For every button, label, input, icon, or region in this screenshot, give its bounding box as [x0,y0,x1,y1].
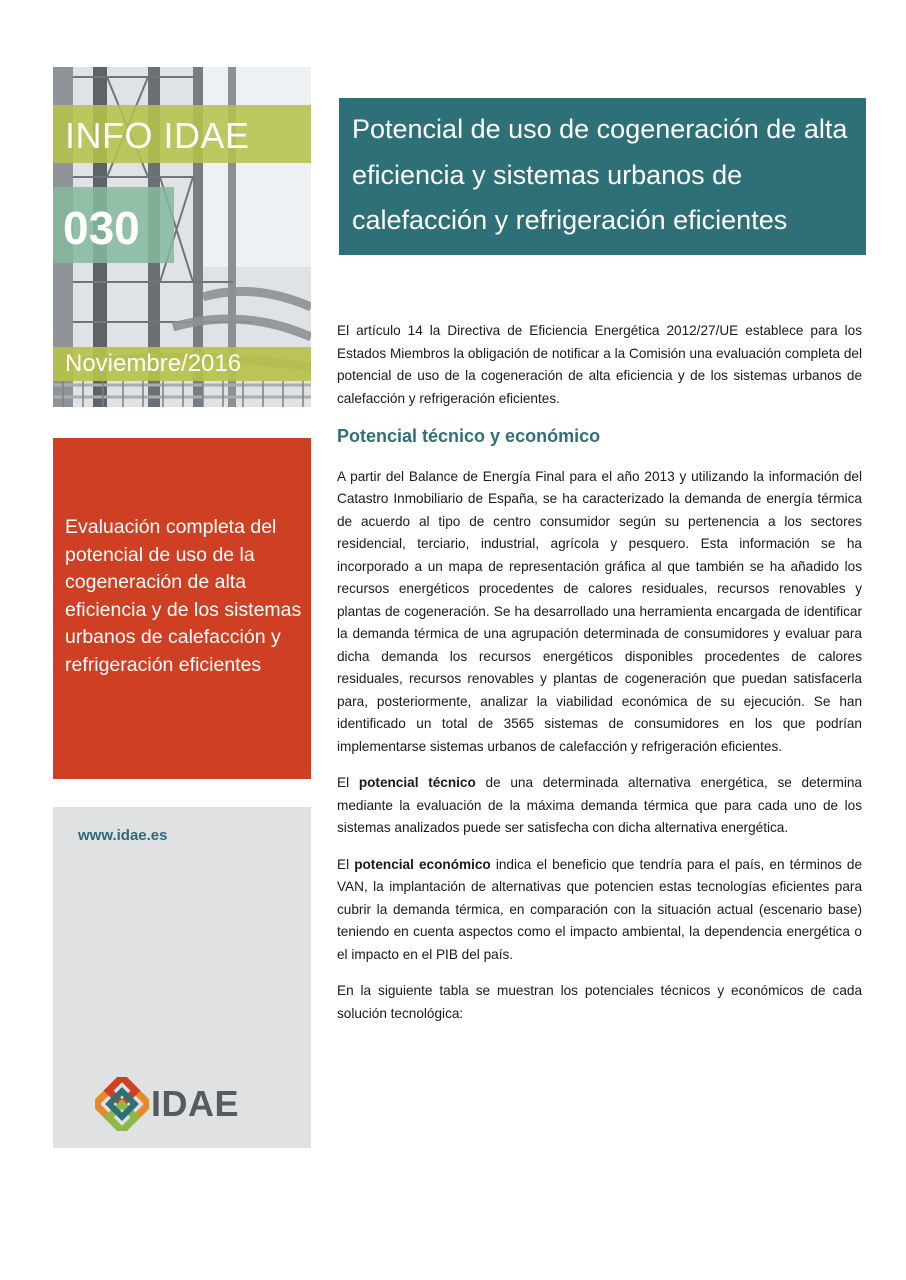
p3-prefix: El [337,856,355,872]
paragraph-3 [337,854,862,967]
p3-term: potencial económico [354,856,491,872]
page-title: Potencial de uso de cogeneración de alta eficiencia y sistemas urbanos de calefacción y refrigeración eficientes [352,114,848,235]
section-heading: Potencial técnico y económico [337,426,601,446]
info-idae-label: INFO IDAE [65,115,250,156]
paragraph-4: En la siguiente tabla se muestran los potenciales técnicos y económicos de cada solución tecnológica: [337,983,862,1021]
p3-text: indica el beneficio que tendría para el país, en términos de VAN, la implantación de alternativas que potencien estas tecnologías eficientes para cubrir la demanda térmica, en comparación con la situación actual (escenario base) teniendo en cuenta aspectos como el impacto ambiental, la dependencia energética o el impacto en el PIB del país. [337,856,863,962]
idae-logo [95,1077,265,1131]
summary-text: Evaluación completa del potencial de uso de la cogeneración de alta eficiencia y de los sistemas urbanos de calefacción y refrigeración eficientes [65,516,302,676]
title-banner [339,98,866,255]
p2-prefix: El [337,775,359,790]
date-band [53,347,311,381]
publication-date: Noviembre/2016 [65,350,242,377]
website-link[interactable]: www.idae.es [78,827,168,844]
summary-panel [53,438,311,779]
main-content [337,320,862,1039]
paragraph-2 [337,772,862,840]
p2-text: de una determinada alternativa energética, se determina mediante la evaluación de la máxima demanda térmica que para cada uno de los sistemas analizados puede ser satisfecha con dicha alternativa energética. [337,775,862,835]
paragraph-1: A partir del Balance de Energía Final para el año 2013 y utilizando la información del Catastro Inmobiliario de España, se ha caracterizado la demanda de energía térmica de acuerdo al tipo de centro consumidor según su pertenencia a los sectores residencial, terciario, industrial, agrícola y pesquero. Esta información se ha incorporado a un mapa de representación gráfica al que también se ha añadido los recursos energéticos procedentes de calores residuales, recursos renovables y plantas de cogeneración. Se ha desarrollado una herramienta encargada de identificar la demanda térmica de una agrupación determinada de consumidores y evaluar para dicha demanda los recursos energéticos disponibles procedentes de calores residuales, recursos renovables y plantas de cogeneración que puedan satisfacerla para, posteriormente, analizar la viabilidad económica de su ejecución. Se han identificado un total de 3565 sistemas de consumidores en los que podrían implementarse sistemas urbanos de calefacción y refrigeración eficientes. [337,468,862,754]
issue-number: 030 [63,202,140,254]
idae-logo-icon [95,1077,149,1131]
issue-number-band [53,187,174,263]
logo-text: IDAE [151,1083,240,1124]
p2-term: potencial técnico [358,775,476,790]
info-idae-band [53,105,311,163]
intro-paragraph: El artículo 14 la Directiva de Eficiencia Energética 2012/27/UE establece para los Estados Miembros la obligación de notificar a la Comisión una evaluación completa del potencial de uso de la cogeneración de alta eficiencia y de los sistemas urbanos de calefacción y refrigeración eficientes. [337,323,862,406]
cover-image [53,67,311,407]
footer-panel [53,807,311,1148]
